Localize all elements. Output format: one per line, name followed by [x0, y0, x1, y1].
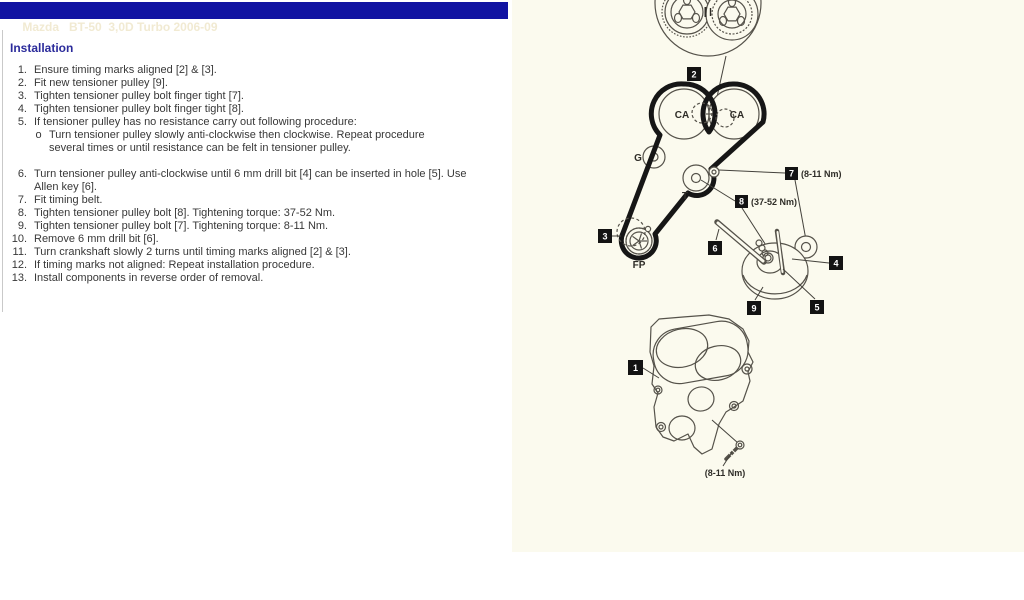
step-text: Ensure timing marks aligned [2] & [3].	[34, 64, 217, 76]
tensioner-detail	[708, 222, 843, 315]
step-number: 9.	[17, 220, 27, 232]
step-item	[0, 220, 472, 233]
step-number: 5.	[17, 116, 27, 128]
callout-4-number: 4	[833, 258, 839, 269]
step-text: Turn crankshaft slowly 2 turns until timing marks aligned [2] & [3].	[34, 246, 351, 258]
step-number: 7.	[17, 194, 27, 206]
callout-3-number: 3	[602, 231, 608, 242]
substep-text: Turn tensioner pulley slowly anti-clockwise then clockwise. Repeat procedure several times or until resistance can be felt in tensioner pulley.	[49, 129, 425, 154]
callout-7-number: 7	[788, 168, 795, 179]
step-text: Tighten tensioner pulley bolt [7]. Tightening torque: 8-11 Nm.	[34, 220, 329, 232]
callout-6-number: 6	[712, 243, 718, 254]
allen-key	[717, 222, 764, 262]
step-item	[0, 77, 472, 90]
installation-steps	[0, 64, 472, 285]
timing-belt-diagram	[512, 0, 1024, 600]
guide-pulley-label: G	[634, 153, 642, 164]
step-item	[0, 103, 472, 116]
callout-9-number: 9	[751, 303, 757, 314]
tensioner-pulley	[683, 165, 709, 191]
step-text: If tensioner pulley has no resistance carry out following procedure:	[34, 116, 357, 128]
step-text: Install components in reverse order of removal.	[34, 272, 264, 284]
tensioner-label: T	[681, 191, 689, 202]
step-number: 3.	[17, 90, 27, 102]
step-item	[0, 272, 472, 285]
step-text: If timing marks not aligned: Repeat installation procedure.	[34, 259, 315, 271]
step-number: 10.	[11, 233, 27, 245]
cam-sprocket-detail-circle	[655, 0, 761, 97]
fuel-pump-label: FP	[632, 260, 646, 271]
step-text: Fit new tensioner pulley [9].	[34, 77, 168, 89]
step-item	[0, 194, 472, 207]
callout-5-number: 5	[814, 302, 820, 313]
substep-bullet: o	[35, 129, 42, 141]
torque-cover-bolt: (8-11 Nm)	[704, 468, 746, 478]
step-item	[0, 246, 472, 259]
step-substep	[33, 129, 472, 155]
step-number: 12.	[11, 259, 27, 271]
step-text: Fit timing belt.	[34, 194, 103, 206]
page-title: Mazda BT-50 3,0D Turbo 2006-09	[22, 20, 218, 34]
cam-right-label: CA	[729, 110, 745, 121]
callout-8-tensioner-bolt	[701, 180, 797, 250]
section-heading: Installation	[10, 41, 74, 55]
step-number: 6.	[17, 168, 27, 180]
step-item	[0, 207, 472, 220]
step-number: 1.	[17, 64, 27, 76]
step-text: Remove 6 mm drill bit [6].	[34, 233, 159, 245]
step-item	[0, 116, 472, 129]
tensioner-arm-bolt	[709, 167, 719, 177]
callout-1-number: 1	[632, 363, 639, 373]
callout-8-number: 8	[738, 196, 745, 207]
step-text: Tighten tensioner pulley bolt [8]. Tightening torque: 37-52 Nm.	[34, 207, 336, 219]
step-item	[0, 90, 472, 103]
step-item	[0, 64, 472, 77]
step-number: 2.	[17, 77, 27, 89]
window-title-bar	[0, 2, 508, 34]
step-text: Tighten tensioner pulley bolt finger tight [8].	[34, 103, 244, 115]
step-number: 8.	[17, 207, 27, 219]
torque-bolt-8: (37-52 Nm)	[751, 197, 798, 207]
callout-2-number: 2	[691, 69, 697, 80]
step-text: Tighten tensioner pulley bolt finger tight [7].	[34, 90, 244, 102]
cam-left-label: CA	[674, 110, 690, 121]
step-number: 11.	[12, 246, 27, 258]
timing-belt-cover	[628, 315, 753, 478]
callout-6-allen-key	[708, 229, 722, 255]
step-number: 13.	[11, 272, 27, 284]
step-item	[0, 168, 472, 194]
torque-bolt-7: (8-11 Nm)	[801, 169, 842, 179]
step-text: Turn tensioner pulley anti-clockwise until 6 mm drill bit [4] can be inserted in hole [5]. Use Allen key [6].	[34, 168, 467, 193]
step-item	[0, 233, 472, 246]
step-number: 4.	[17, 103, 27, 115]
callout-2-timing-mark	[687, 67, 701, 81]
step-item	[0, 259, 472, 272]
